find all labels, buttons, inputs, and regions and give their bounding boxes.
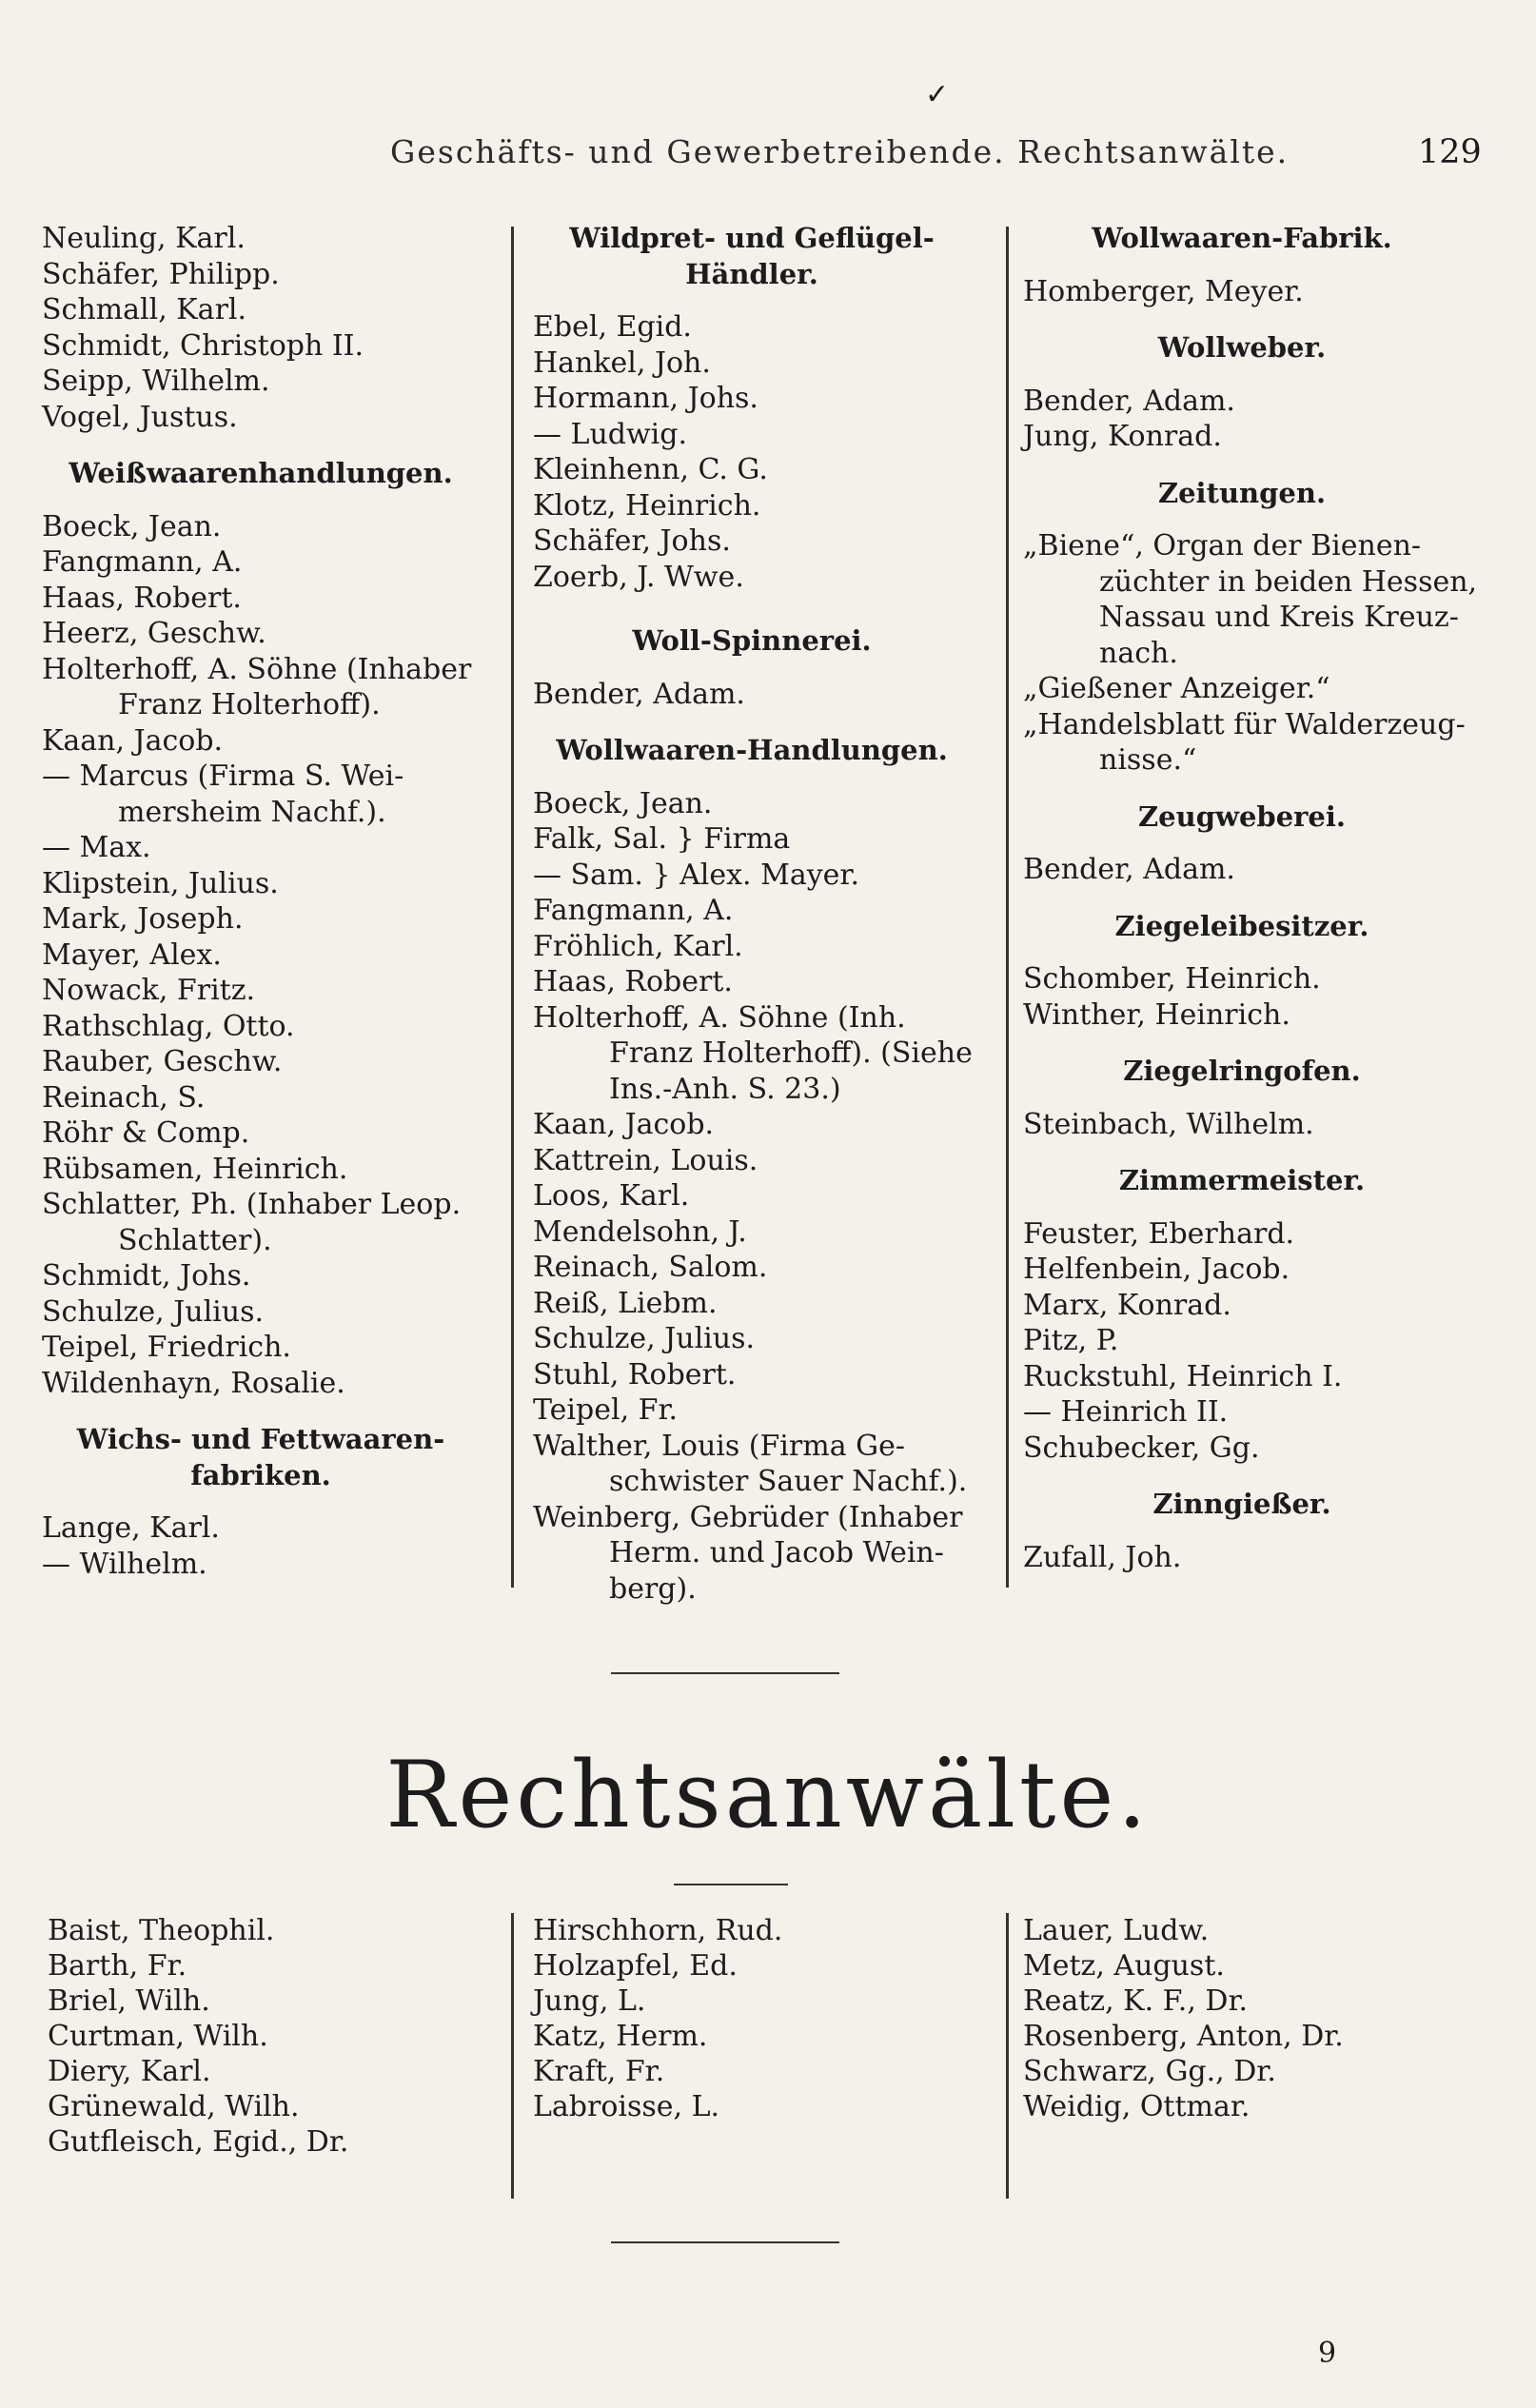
- list-item: Briel, Wilh.: [48, 1984, 210, 2018]
- list-item: Boeck, Jean.: [42, 509, 222, 543]
- list-item-continuation: Herm. und Jacob Wein-: [609, 1536, 944, 1569]
- list-item: Helfenbein, Jacob.: [1023, 1253, 1290, 1286]
- section-heading: Woll-Spinnerei.: [632, 624, 872, 657]
- list-item: Rosenberg, Anton, Dr.: [1023, 2020, 1344, 2053]
- list-item-continuation: züchter in beiden Hessen,: [1099, 564, 1478, 599]
- list-item: Fangmann, A.: [533, 894, 734, 927]
- list-item: Holterhoff, A. Söhne (Inhaber: [42, 652, 472, 686]
- list-item: Gutfleisch, Egid., Dr.: [48, 2125, 349, 2159]
- section-heading: Ziegelringofen.: [1123, 1055, 1361, 1087]
- list-item-continuation: nisse.“: [1099, 743, 1197, 777]
- section-heading: Zimmermeister.: [1118, 1164, 1366, 1196]
- section-heading: Ziegeleibesitzer.: [1114, 909, 1369, 942]
- list-item: Klipstein, Julius.: [42, 866, 279, 900]
- lawyers-column-3: [1023, 1913, 1461, 2124]
- list-item: „Handelsblatt für Walderzeug-: [1023, 707, 1466, 741]
- list-item: Rübsamen, Heinrich.: [42, 1152, 348, 1186]
- lawyers-column-2: [533, 1913, 971, 2124]
- list-item: Neuling, Karl.: [42, 222, 246, 255]
- list-item: Mendelsohn, J.: [533, 1214, 747, 1249]
- list-item-continuation: Nassau und Kreis Kreuz-: [1099, 601, 1459, 634]
- list-item: Haas, Robert.: [533, 965, 733, 998]
- horizontal-rule: [611, 1672, 839, 1674]
- list-item: — Sam. } Alex. Mayer.: [533, 858, 860, 892]
- section-heading-continuation: fabriken.: [190, 1458, 331, 1491]
- list-item: Haas, Robert.: [42, 581, 242, 615]
- section-heading: Wollwaaren-Handlungen.: [556, 734, 948, 766]
- list-item: Boeck, Jean.: [533, 786, 713, 820]
- column-2: [533, 221, 971, 1607]
- column-divider: [1006, 1913, 1009, 2199]
- list-item: Schubecker, Gg.: [1023, 1431, 1260, 1465]
- list-item: Fröhlich, Karl.: [533, 929, 743, 963]
- list-item: Falk, Sal. } Firma: [533, 822, 791, 856]
- section-heading: Wildpret- und Geflügel-: [569, 222, 935, 254]
- page-number: 129: [1418, 133, 1482, 171]
- list-item: Kattrein, Louis.: [533, 1143, 758, 1177]
- list-item: Teipel, Fr.: [533, 1393, 679, 1427]
- section-heading: Weißwaarenhandlungen.: [69, 457, 453, 489]
- list-item: Walther, Louis (Firma Ge-: [533, 1429, 905, 1463]
- list-item: Schmidt, Christoph II.: [42, 328, 364, 363]
- list-item: Labroisse, L.: [533, 2090, 720, 2123]
- list-item: Schulze, Julius.: [533, 1322, 756, 1355]
- column-1: [42, 221, 480, 1582]
- list-item: Ebel, Egid.: [533, 310, 692, 344]
- list-item: Schlatter, Ph. (Inhaber Leop.: [42, 1188, 462, 1221]
- list-item: Hirschhorn, Rud.: [533, 1914, 783, 1947]
- list-item: — Wilhelm.: [42, 1547, 207, 1581]
- list-item-continuation: berg).: [609, 1571, 697, 1606]
- list-item: „Biene“, Organ der Bienen-: [1023, 529, 1422, 563]
- list-item: Vogel, Justus.: [42, 400, 238, 434]
- list-item: Homberger, Meyer.: [1023, 274, 1304, 308]
- list-item: Weinberg, Gebrüder (Inhaber: [533, 1500, 963, 1534]
- section-heading: Wollwaaren-Fabrik.: [1092, 222, 1392, 254]
- list-item: Reinach, Salom.: [533, 1251, 768, 1284]
- list-item: Metz, August.: [1023, 1949, 1225, 1983]
- list-item: Rathschlag, Otto.: [42, 1009, 295, 1043]
- list-item: Teipel, Friedrich.: [42, 1331, 291, 1364]
- list-item: Klotz, Heinrich.: [533, 488, 761, 523]
- list-item-continuation: Ins.-Anh. S. 23.): [609, 1072, 841, 1106]
- list-item: — Ludwig.: [533, 417, 687, 451]
- list-item: Feuster, Eberhard.: [1023, 1216, 1295, 1251]
- list-item: Weidig, Ottmar.: [1023, 2090, 1250, 2123]
- list-item: Bender, Adam.: [1023, 853, 1235, 886]
- list-item: Reatz, K. F., Dr.: [1023, 1984, 1249, 2018]
- section-heading: Wichs- und Fettwaaren-: [76, 1423, 445, 1455]
- list-item: Barth, Fr.: [48, 1949, 187, 1983]
- list-item: Hankel, Joh.: [533, 345, 711, 380]
- horizontal-rule: [674, 1884, 788, 1885]
- list-item: Lange, Karl.: [42, 1511, 220, 1545]
- list-item: Baist, Theophil.: [48, 1914, 275, 1947]
- list-item-continuation: Franz Holterhoff).: [118, 688, 381, 721]
- section-heading: Zeitungen.: [1157, 476, 1327, 509]
- list-item: — Marcus (Firma S. Wei-: [42, 760, 404, 793]
- list-item: Jung, L.: [533, 1984, 646, 2018]
- list-item: Jung, Konrad.: [1023, 420, 1222, 453]
- list-item: Ruckstuhl, Heinrich I.: [1023, 1359, 1343, 1393]
- running-head: Geschäfts- und Gewerbetreibende. Rechtsanwälte.: [390, 133, 1290, 170]
- list-item: — Heinrich II.: [1023, 1395, 1229, 1429]
- column-3: [1023, 221, 1478, 1575]
- list-item: Holterhoff, A. Söhne (Inh.: [533, 1000, 906, 1035]
- list-item: Schäfer, Philipp.: [42, 257, 280, 291]
- list-item: Schomber, Heinrich.: [1023, 962, 1321, 996]
- list-item: Katz, Herm.: [533, 2020, 708, 2053]
- list-item: Hormann, Johs.: [533, 382, 758, 415]
- list-item: Steinbach, Wilhelm.: [1023, 1107, 1314, 1141]
- horizontal-rule: [611, 2241, 839, 2243]
- section-heading: Zeugweberei.: [1138, 799, 1346, 833]
- section-heading: Zinngießer.: [1152, 1488, 1331, 1520]
- list-item: Pitz, P.: [1023, 1324, 1119, 1357]
- list-item: Schmall, Karl.: [42, 293, 247, 326]
- list-item-continuation: schwister Sauer Nachf.).: [609, 1465, 968, 1498]
- list-item: Fangmann, A.: [42, 545, 243, 579]
- list-item: Zufall, Joh.: [1023, 1540, 1182, 1574]
- list-item: Nowack, Fritz.: [42, 974, 256, 1007]
- column-divider: [1006, 227, 1009, 1588]
- list-item-continuation: Franz Holterhoff). (Siehe: [609, 1036, 973, 1070]
- list-item: Wildenhayn, Rosalie.: [42, 1366, 345, 1400]
- column-divider: [511, 227, 514, 1588]
- list-item: Bender, Adam.: [1023, 384, 1235, 418]
- list-item-continuation: mersheim Nachf.).: [118, 795, 386, 829]
- list-item: Heerz, Geschw.: [42, 617, 266, 650]
- list-item: Rauber, Geschw.: [42, 1045, 283, 1078]
- list-item: Grünewald, Wilh.: [48, 2090, 300, 2123]
- column-divider: [511, 1913, 514, 2199]
- section-title: Rechtsanwälte.: [385, 1742, 1151, 1848]
- section-heading-continuation: Händler.: [685, 257, 818, 290]
- list-item: Schulze, Julius.: [42, 1294, 265, 1329]
- list-item: Bender, Adam.: [533, 677, 745, 711]
- list-item: Curtman, Wilh.: [48, 2020, 268, 2053]
- list-item-continuation: Schlatter).: [118, 1223, 272, 1257]
- list-item: Mark, Joseph.: [42, 902, 244, 936]
- list-item: Zoerb, J. Wwe.: [533, 560, 744, 594]
- list-item: „Gießener Anzeiger.“: [1023, 672, 1330, 705]
- signature-mark: 9: [1318, 2337, 1337, 2370]
- lawyers-column-1: [48, 1913, 485, 2160]
- list-item: Seipp, Wilhelm.: [42, 365, 270, 398]
- list-item: Lauer, Ludw.: [1023, 1914, 1210, 1947]
- list-item: — Max.: [42, 831, 151, 864]
- list-item: Loos, Karl.: [533, 1179, 690, 1213]
- list-item: Winther, Heinrich.: [1023, 997, 1290, 1032]
- list-item: Röhr & Comp.: [42, 1116, 250, 1150]
- list-item: Schmidt, Johs.: [42, 1259, 251, 1293]
- list-item: Holzapfel, Ed.: [533, 1949, 738, 1983]
- check-mark: ✓: [925, 78, 950, 111]
- list-item: Reiß, Liebm.: [533, 1286, 718, 1320]
- list-item: Stuhl, Robert.: [533, 1357, 737, 1392]
- list-item-continuation: nach.: [1099, 636, 1178, 670]
- list-item: Kaan, Jacob.: [533, 1108, 715, 1141]
- list-item: Reinach, S.: [42, 1080, 206, 1115]
- list-item: Kraft, Fr.: [533, 2055, 665, 2088]
- list-item: Kaan, Jacob.: [42, 723, 224, 758]
- list-item: Schwarz, Gg., Dr.: [1023, 2055, 1276, 2088]
- list-item: Marx, Konrad.: [1023, 1288, 1231, 1322]
- section-heading: Wollweber.: [1157, 331, 1327, 364]
- list-item: Schäfer, Johs.: [533, 524, 731, 558]
- list-item: Diery, Karl.: [48, 2055, 211, 2088]
- list-item: Mayer, Alex.: [42, 938, 222, 972]
- list-item: Kleinhenn, C. G.: [533, 453, 768, 486]
